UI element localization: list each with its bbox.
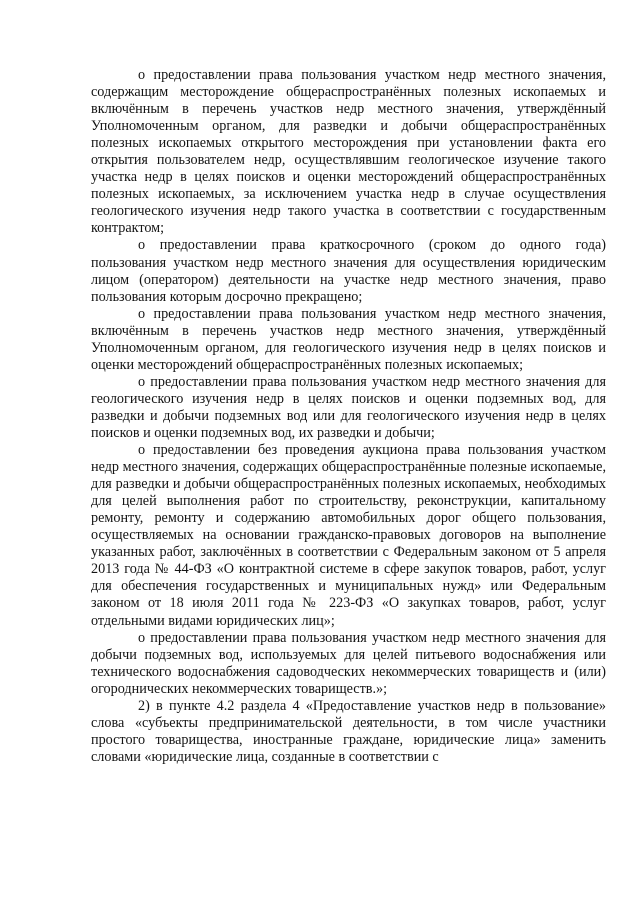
paragraph-geological-study-minerals: о предоставлении права пользования участком недр местного значения, включённым в перечень участков недр местного значения, утверждённый Уполномоченным органом, для геологического изучения недр в целях поисков и оценки месторождений общераспространённых полезных ископаемых; [91,305,606,373]
paragraph-amendment-4-2: 2) в пункте 4.2 раздела 4 «Предоставление участков недр в пользование» слова «субъекты предпринимательской деятельности, в том числе участники простого товарищества, иностранные граждане, юридические лица» заменить словами «юридические лица, созданные в соответствии с [91,697,606,765]
paragraph-groundwater-study: о предоставлении права пользования участком недр местного значения для геологического изучения недр в целях поисков и оценки подземных вод, для разведки и добычи подземных вод или для геологического изучения недр в целях поисков и оценки подземных вод, их разведки и добычи; [91,373,606,441]
paragraph-short-term-use: о предоставлении права краткосрочного (сроком до одного года) пользования участком недр местного значения для осуществления юридическим лицом (оператором) деятельности на участке недр местного значения, право пользования которым досрочно прекращено; [91,237,606,305]
document-text [91,67,606,766]
paragraph-no-auction-road-works: о предоставлении без проведения аукциона права пользования участком недр местного значения, содержащих общераспространённые полезные ископаемые, для разведки и добычи общераспространённых полезных ископаемых, необходимых для целей выполнения работ по строительству, реконструкции, капитальному ремонту, ремонту и содержанию автомобильных дорог общего пользования, осуществляемых на основании гражданско-правовых договоров на выполнение указанных работ, заключённых в соответствии с Федеральным законом от 5 апреля 2013 года № 44-ФЗ «О контрактной системе в сфере закупок товаров, работ, услуг для обеспечения государственных и муниципальных нужд» или Федеральным законом от 18 июля 2011 года № 223-ФЗ «О закупках товаров, работ, услуг отдельными видами юридических лиц»; [91,442,606,629]
paragraph-subsoil-deposit-discovery: о предоставлении права пользования участком недр местного значения, содержащим месторождение общераспространённых полезных ископаемых и включённым в перечень участков недр местного значения, утверждённый Уполномоченным органом, для разведки и добычи общераспространённых полезных ископаемых открытого месторождения при установлении факта его открытия пользователем недр, осуществлявшим геологическое изучение такого участка недр в целях поисков и оценки месторождений общераспространённых полезных ископаемых, за исключением участка недр в случае осуществления геологического изучения недр такого участка в соответствии с государственным контрактом; [91,67,606,237]
paragraph-drinking-water: о предоставлении права пользования участком недр местного значения для добычи подземных вод, используемых для целей питьевого водоснабжения или технического водоснабжения садоводческих некоммерческих товариществ и (или) огороднических некоммерческих товариществ.»; [91,629,606,697]
